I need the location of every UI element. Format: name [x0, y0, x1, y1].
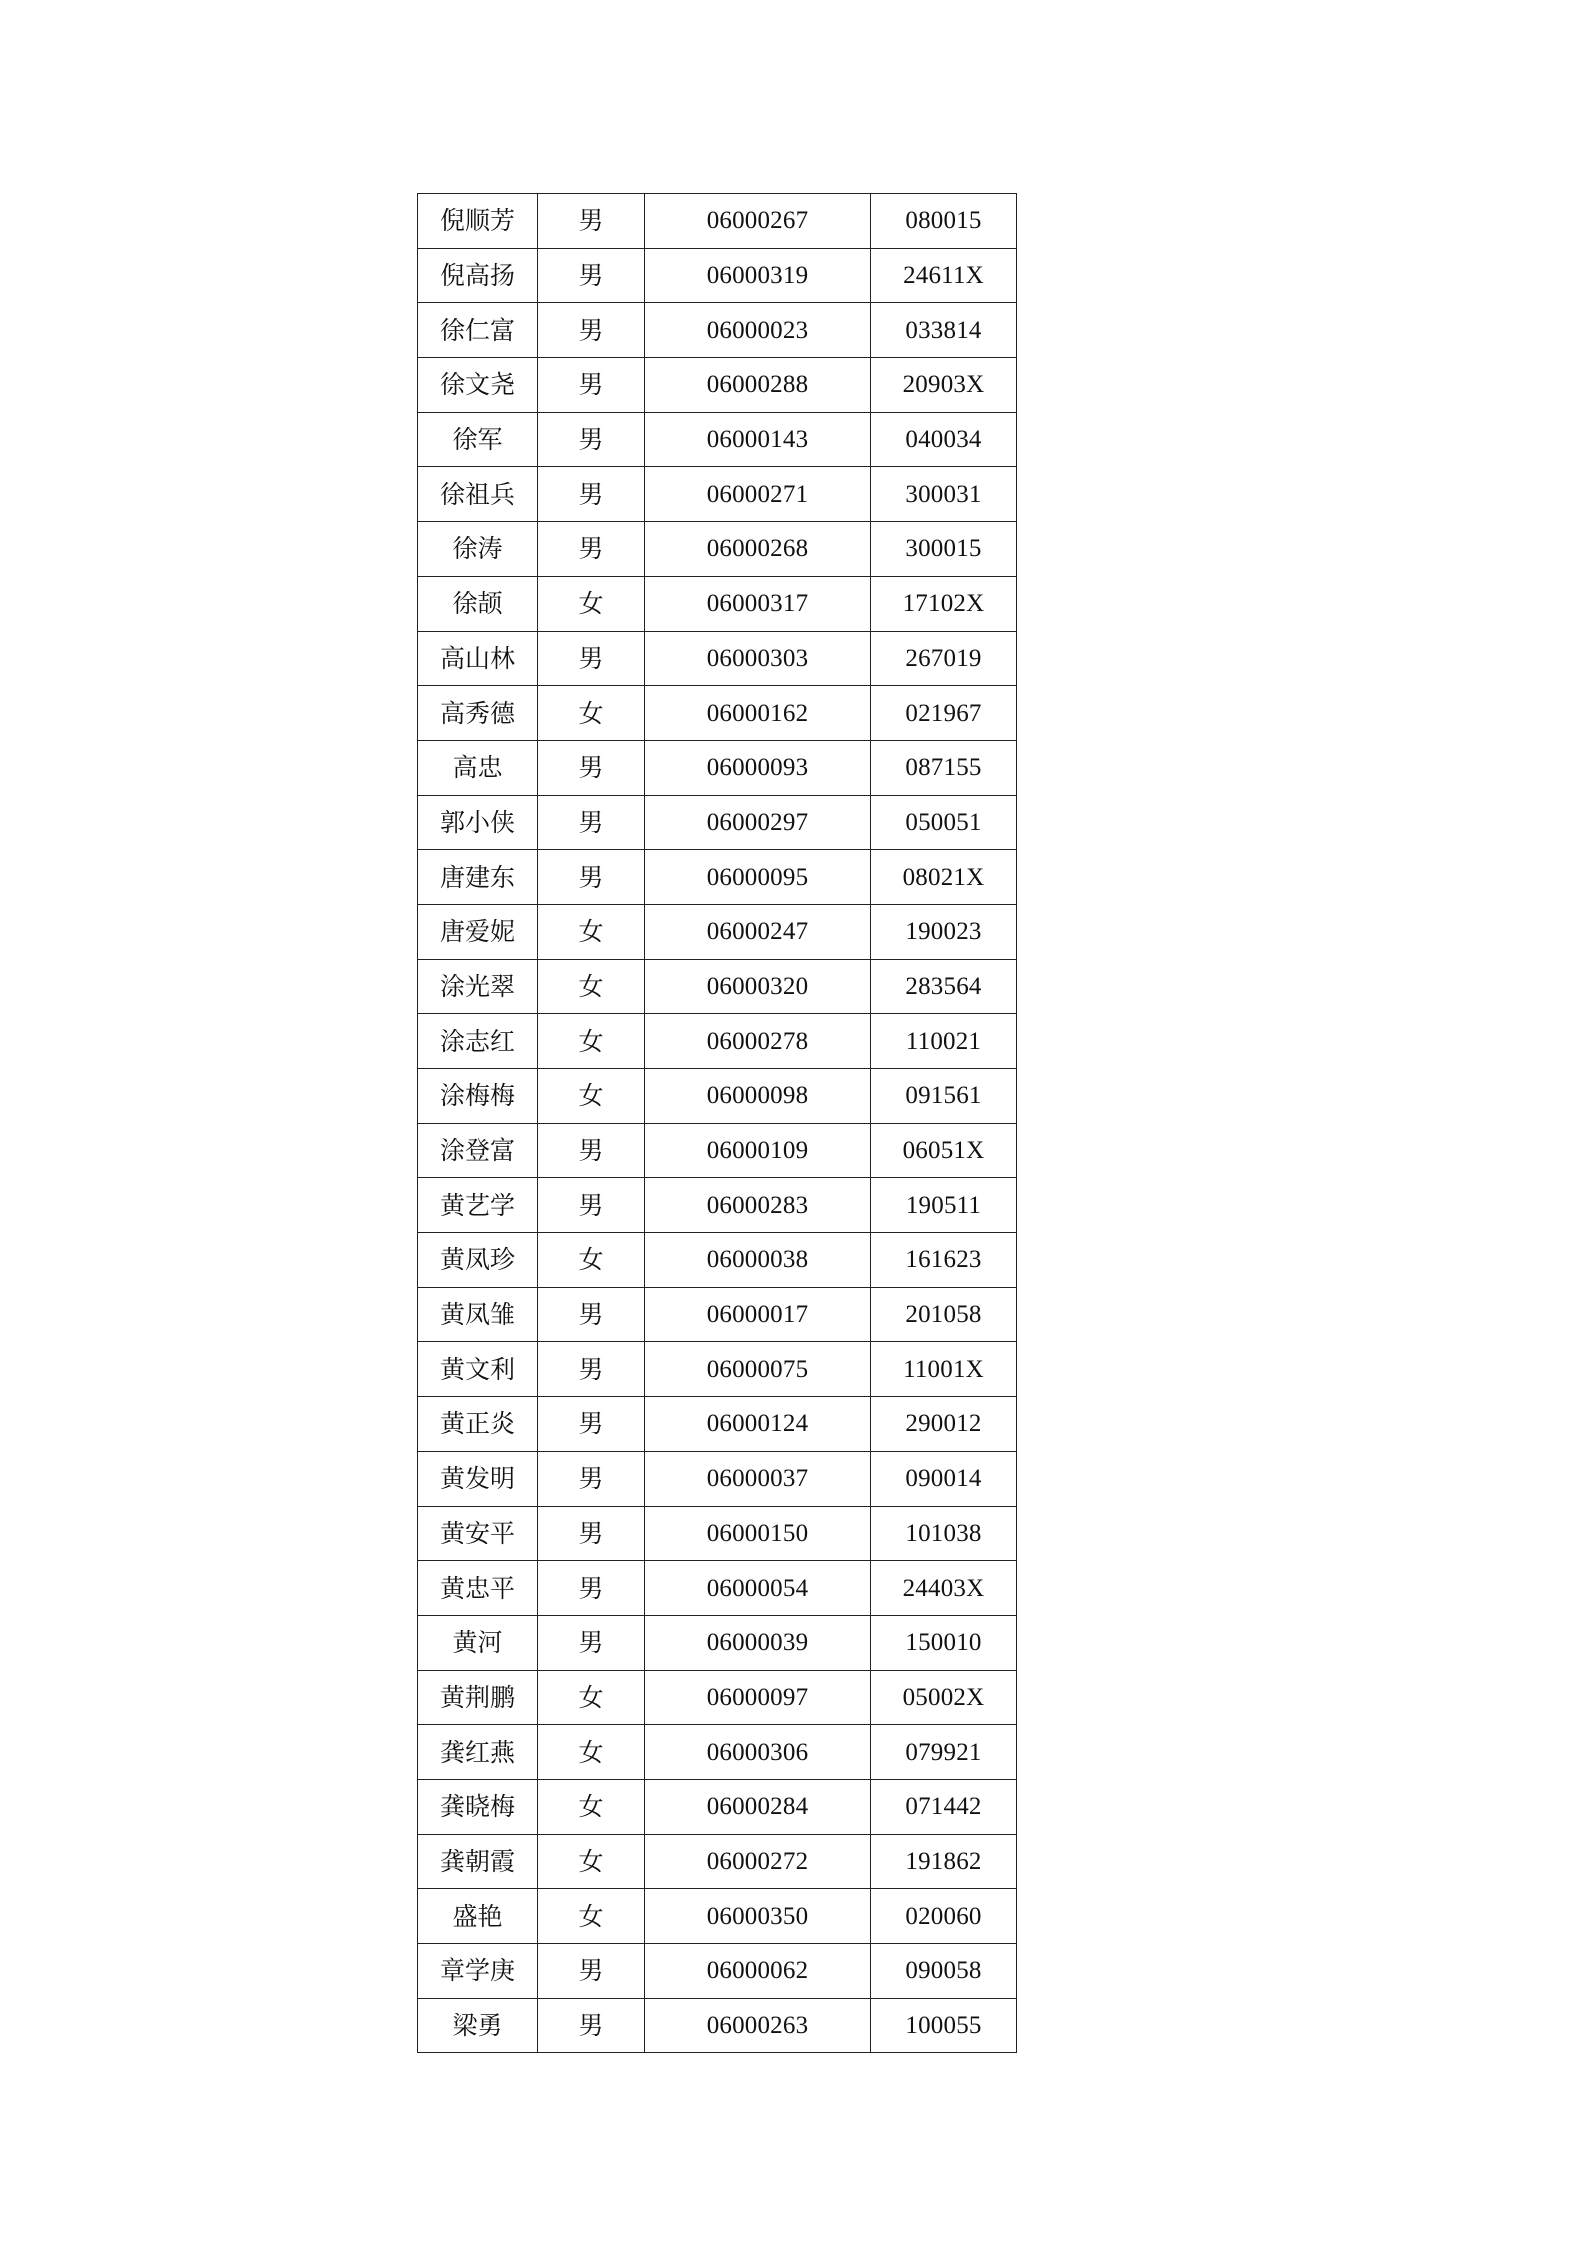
name-cell: 徐涛 — [418, 522, 538, 577]
table-row — [418, 1287, 1017, 1342]
code-cell: 150010 — [871, 1615, 1017, 1670]
name-cell: 黄发明 — [418, 1451, 538, 1506]
gender-cell: 男 — [538, 1561, 645, 1616]
table-row — [418, 904, 1017, 959]
table-row — [418, 467, 1017, 522]
table-row — [418, 1670, 1017, 1725]
code-cell: 290012 — [871, 1397, 1017, 1452]
code-cell: 24611X — [871, 248, 1017, 303]
name-cell: 黄凤雏 — [418, 1287, 538, 1342]
code-cell: 110021 — [871, 1014, 1017, 1069]
table-row — [418, 850, 1017, 905]
table-row — [418, 795, 1017, 850]
gender-cell: 男 — [538, 1397, 645, 1452]
table-row — [418, 194, 1017, 249]
table-row — [418, 1123, 1017, 1178]
code-cell: 190023 — [871, 904, 1017, 959]
code-cell: 020060 — [871, 1889, 1017, 1944]
id-number-cell: 06000023 — [645, 303, 871, 358]
gender-cell: 女 — [538, 576, 645, 631]
name-cell: 黄荆鹏 — [418, 1670, 538, 1725]
name-cell: 高忠 — [418, 740, 538, 795]
code-cell: 021967 — [871, 686, 1017, 741]
id-number-cell: 06000288 — [645, 358, 871, 413]
table-row — [418, 576, 1017, 631]
code-cell: 050051 — [871, 795, 1017, 850]
gender-cell: 男 — [538, 1944, 645, 1999]
name-cell: 涂梅梅 — [418, 1069, 538, 1124]
table-row — [418, 1069, 1017, 1124]
code-cell: 05002X — [871, 1670, 1017, 1725]
table-row — [418, 522, 1017, 577]
code-cell: 300015 — [871, 522, 1017, 577]
id-number-cell: 06000268 — [645, 522, 871, 577]
code-cell: 300031 — [871, 467, 1017, 522]
name-cell: 郭小侠 — [418, 795, 538, 850]
id-number-cell: 06000109 — [645, 1123, 871, 1178]
name-cell: 徐祖兵 — [418, 467, 538, 522]
id-number-cell: 06000037 — [645, 1451, 871, 1506]
gender-cell: 女 — [538, 1834, 645, 1889]
table-row — [418, 631, 1017, 686]
gender-cell: 男 — [538, 522, 645, 577]
code-cell: 033814 — [871, 303, 1017, 358]
name-cell: 徐文尧 — [418, 358, 538, 413]
id-number-cell: 06000054 — [645, 1561, 871, 1616]
table-row — [418, 1834, 1017, 1889]
name-cell: 黄河 — [418, 1615, 538, 1670]
code-cell: 06051X — [871, 1123, 1017, 1178]
table-row — [418, 1342, 1017, 1397]
gender-cell: 女 — [538, 959, 645, 1014]
name-cell: 涂志红 — [418, 1014, 538, 1069]
code-cell: 20903X — [871, 358, 1017, 413]
gender-cell: 男 — [538, 1178, 645, 1233]
table-row — [418, 412, 1017, 467]
gender-cell: 男 — [538, 1451, 645, 1506]
name-cell: 倪高扬 — [418, 248, 538, 303]
gender-cell: 男 — [538, 358, 645, 413]
gender-cell: 女 — [538, 904, 645, 959]
id-number-cell: 06000098 — [645, 1069, 871, 1124]
code-cell: 17102X — [871, 576, 1017, 631]
name-cell: 徐仁富 — [418, 303, 538, 358]
id-number-cell: 06000267 — [645, 194, 871, 249]
table-row — [418, 1178, 1017, 1233]
gender-cell: 女 — [538, 1725, 645, 1780]
id-number-cell: 06000017 — [645, 1287, 871, 1342]
code-cell: 079921 — [871, 1725, 1017, 1780]
id-number-cell: 06000278 — [645, 1014, 871, 1069]
id-number-cell: 06000303 — [645, 631, 871, 686]
code-cell: 11001X — [871, 1342, 1017, 1397]
table-row — [418, 358, 1017, 413]
name-cell: 龚晓梅 — [418, 1779, 538, 1834]
id-number-cell: 06000150 — [645, 1506, 871, 1561]
gender-cell: 女 — [538, 1233, 645, 1288]
gender-cell: 男 — [538, 1123, 645, 1178]
code-cell: 090014 — [871, 1451, 1017, 1506]
code-cell: 201058 — [871, 1287, 1017, 1342]
name-cell: 唐建东 — [418, 850, 538, 905]
id-number-cell: 06000162 — [645, 686, 871, 741]
code-cell: 100055 — [871, 1998, 1017, 2053]
name-cell: 章学庚 — [418, 1944, 538, 1999]
id-number-cell: 06000263 — [645, 1998, 871, 2053]
id-number-cell: 06000297 — [645, 795, 871, 850]
id-number-cell: 06000283 — [645, 1178, 871, 1233]
code-cell: 090058 — [871, 1944, 1017, 1999]
id-number-cell: 06000319 — [645, 248, 871, 303]
gender-cell: 男 — [538, 1342, 645, 1397]
id-number-cell: 06000124 — [645, 1397, 871, 1452]
name-cell: 黄忠平 — [418, 1561, 538, 1616]
table-row — [418, 1998, 1017, 2053]
id-number-cell: 06000271 — [645, 467, 871, 522]
roster-table — [417, 193, 1017, 2053]
code-cell: 190511 — [871, 1178, 1017, 1233]
table-row — [418, 303, 1017, 358]
id-number-cell: 06000062 — [645, 1944, 871, 1999]
id-number-cell: 06000143 — [645, 412, 871, 467]
gender-cell: 男 — [538, 412, 645, 467]
name-cell: 高秀德 — [418, 686, 538, 741]
id-number-cell: 06000317 — [645, 576, 871, 631]
table-row — [418, 1506, 1017, 1561]
gender-cell: 男 — [538, 740, 645, 795]
name-cell: 唐爱妮 — [418, 904, 538, 959]
id-number-cell: 06000350 — [645, 1889, 871, 1944]
id-number-cell: 06000075 — [645, 1342, 871, 1397]
table-row — [418, 1779, 1017, 1834]
name-cell: 黄安平 — [418, 1506, 538, 1561]
gender-cell: 男 — [538, 194, 645, 249]
name-cell: 涂登富 — [418, 1123, 538, 1178]
gender-cell: 女 — [538, 1069, 645, 1124]
code-cell: 161623 — [871, 1233, 1017, 1288]
id-number-cell: 06000093 — [645, 740, 871, 795]
code-cell: 040034 — [871, 412, 1017, 467]
table-row — [418, 740, 1017, 795]
table-row — [418, 1725, 1017, 1780]
name-cell: 黄艺学 — [418, 1178, 538, 1233]
table-row — [418, 1889, 1017, 1944]
gender-cell: 男 — [538, 850, 645, 905]
gender-cell: 男 — [538, 1506, 645, 1561]
gender-cell: 男 — [538, 248, 645, 303]
gender-cell: 男 — [538, 631, 645, 686]
id-number-cell: 06000095 — [645, 850, 871, 905]
id-number-cell: 06000320 — [645, 959, 871, 1014]
table-row — [418, 1944, 1017, 1999]
gender-cell: 男 — [538, 1998, 645, 2053]
table-row — [418, 959, 1017, 1014]
gender-cell: 女 — [538, 1014, 645, 1069]
table-row — [418, 1561, 1017, 1616]
gender-cell: 男 — [538, 1287, 645, 1342]
table-row — [418, 686, 1017, 741]
code-cell: 101038 — [871, 1506, 1017, 1561]
gender-cell: 女 — [538, 1779, 645, 1834]
gender-cell: 男 — [538, 1615, 645, 1670]
gender-cell: 女 — [538, 1670, 645, 1725]
id-number-cell: 06000284 — [645, 1779, 871, 1834]
table-row — [418, 1233, 1017, 1288]
code-cell: 267019 — [871, 631, 1017, 686]
name-cell: 黄凤珍 — [418, 1233, 538, 1288]
gender-cell: 女 — [538, 1889, 645, 1944]
id-number-cell: 06000038 — [645, 1233, 871, 1288]
code-cell: 24403X — [871, 1561, 1017, 1616]
table-row — [418, 248, 1017, 303]
id-number-cell: 06000272 — [645, 1834, 871, 1889]
name-cell: 龚红燕 — [418, 1725, 538, 1780]
id-number-cell: 06000247 — [645, 904, 871, 959]
table-row — [418, 1615, 1017, 1670]
name-cell: 龚朝霞 — [418, 1834, 538, 1889]
gender-cell: 男 — [538, 795, 645, 850]
name-cell: 高山林 — [418, 631, 538, 686]
code-cell: 091561 — [871, 1069, 1017, 1124]
code-cell: 283564 — [871, 959, 1017, 1014]
name-cell: 徐颉 — [418, 576, 538, 631]
name-cell: 黄文利 — [418, 1342, 538, 1397]
table-row — [418, 1397, 1017, 1452]
name-cell: 黄正炎 — [418, 1397, 538, 1452]
table-row — [418, 1014, 1017, 1069]
name-cell: 倪顺芳 — [418, 194, 538, 249]
name-cell: 梁勇 — [418, 1998, 538, 2053]
gender-cell: 女 — [538, 686, 645, 741]
code-cell: 087155 — [871, 740, 1017, 795]
table-row — [418, 1451, 1017, 1506]
name-cell: 涂光翠 — [418, 959, 538, 1014]
id-number-cell: 06000039 — [645, 1615, 871, 1670]
gender-cell: 男 — [538, 303, 645, 358]
id-number-cell: 06000097 — [645, 1670, 871, 1725]
code-cell: 080015 — [871, 194, 1017, 249]
gender-cell: 男 — [538, 467, 645, 522]
id-number-cell: 06000306 — [645, 1725, 871, 1780]
code-cell: 191862 — [871, 1834, 1017, 1889]
name-cell: 盛艳 — [418, 1889, 538, 1944]
roster-table-body — [418, 194, 1017, 2053]
name-cell: 徐军 — [418, 412, 538, 467]
code-cell: 071442 — [871, 1779, 1017, 1834]
code-cell: 08021X — [871, 850, 1017, 905]
